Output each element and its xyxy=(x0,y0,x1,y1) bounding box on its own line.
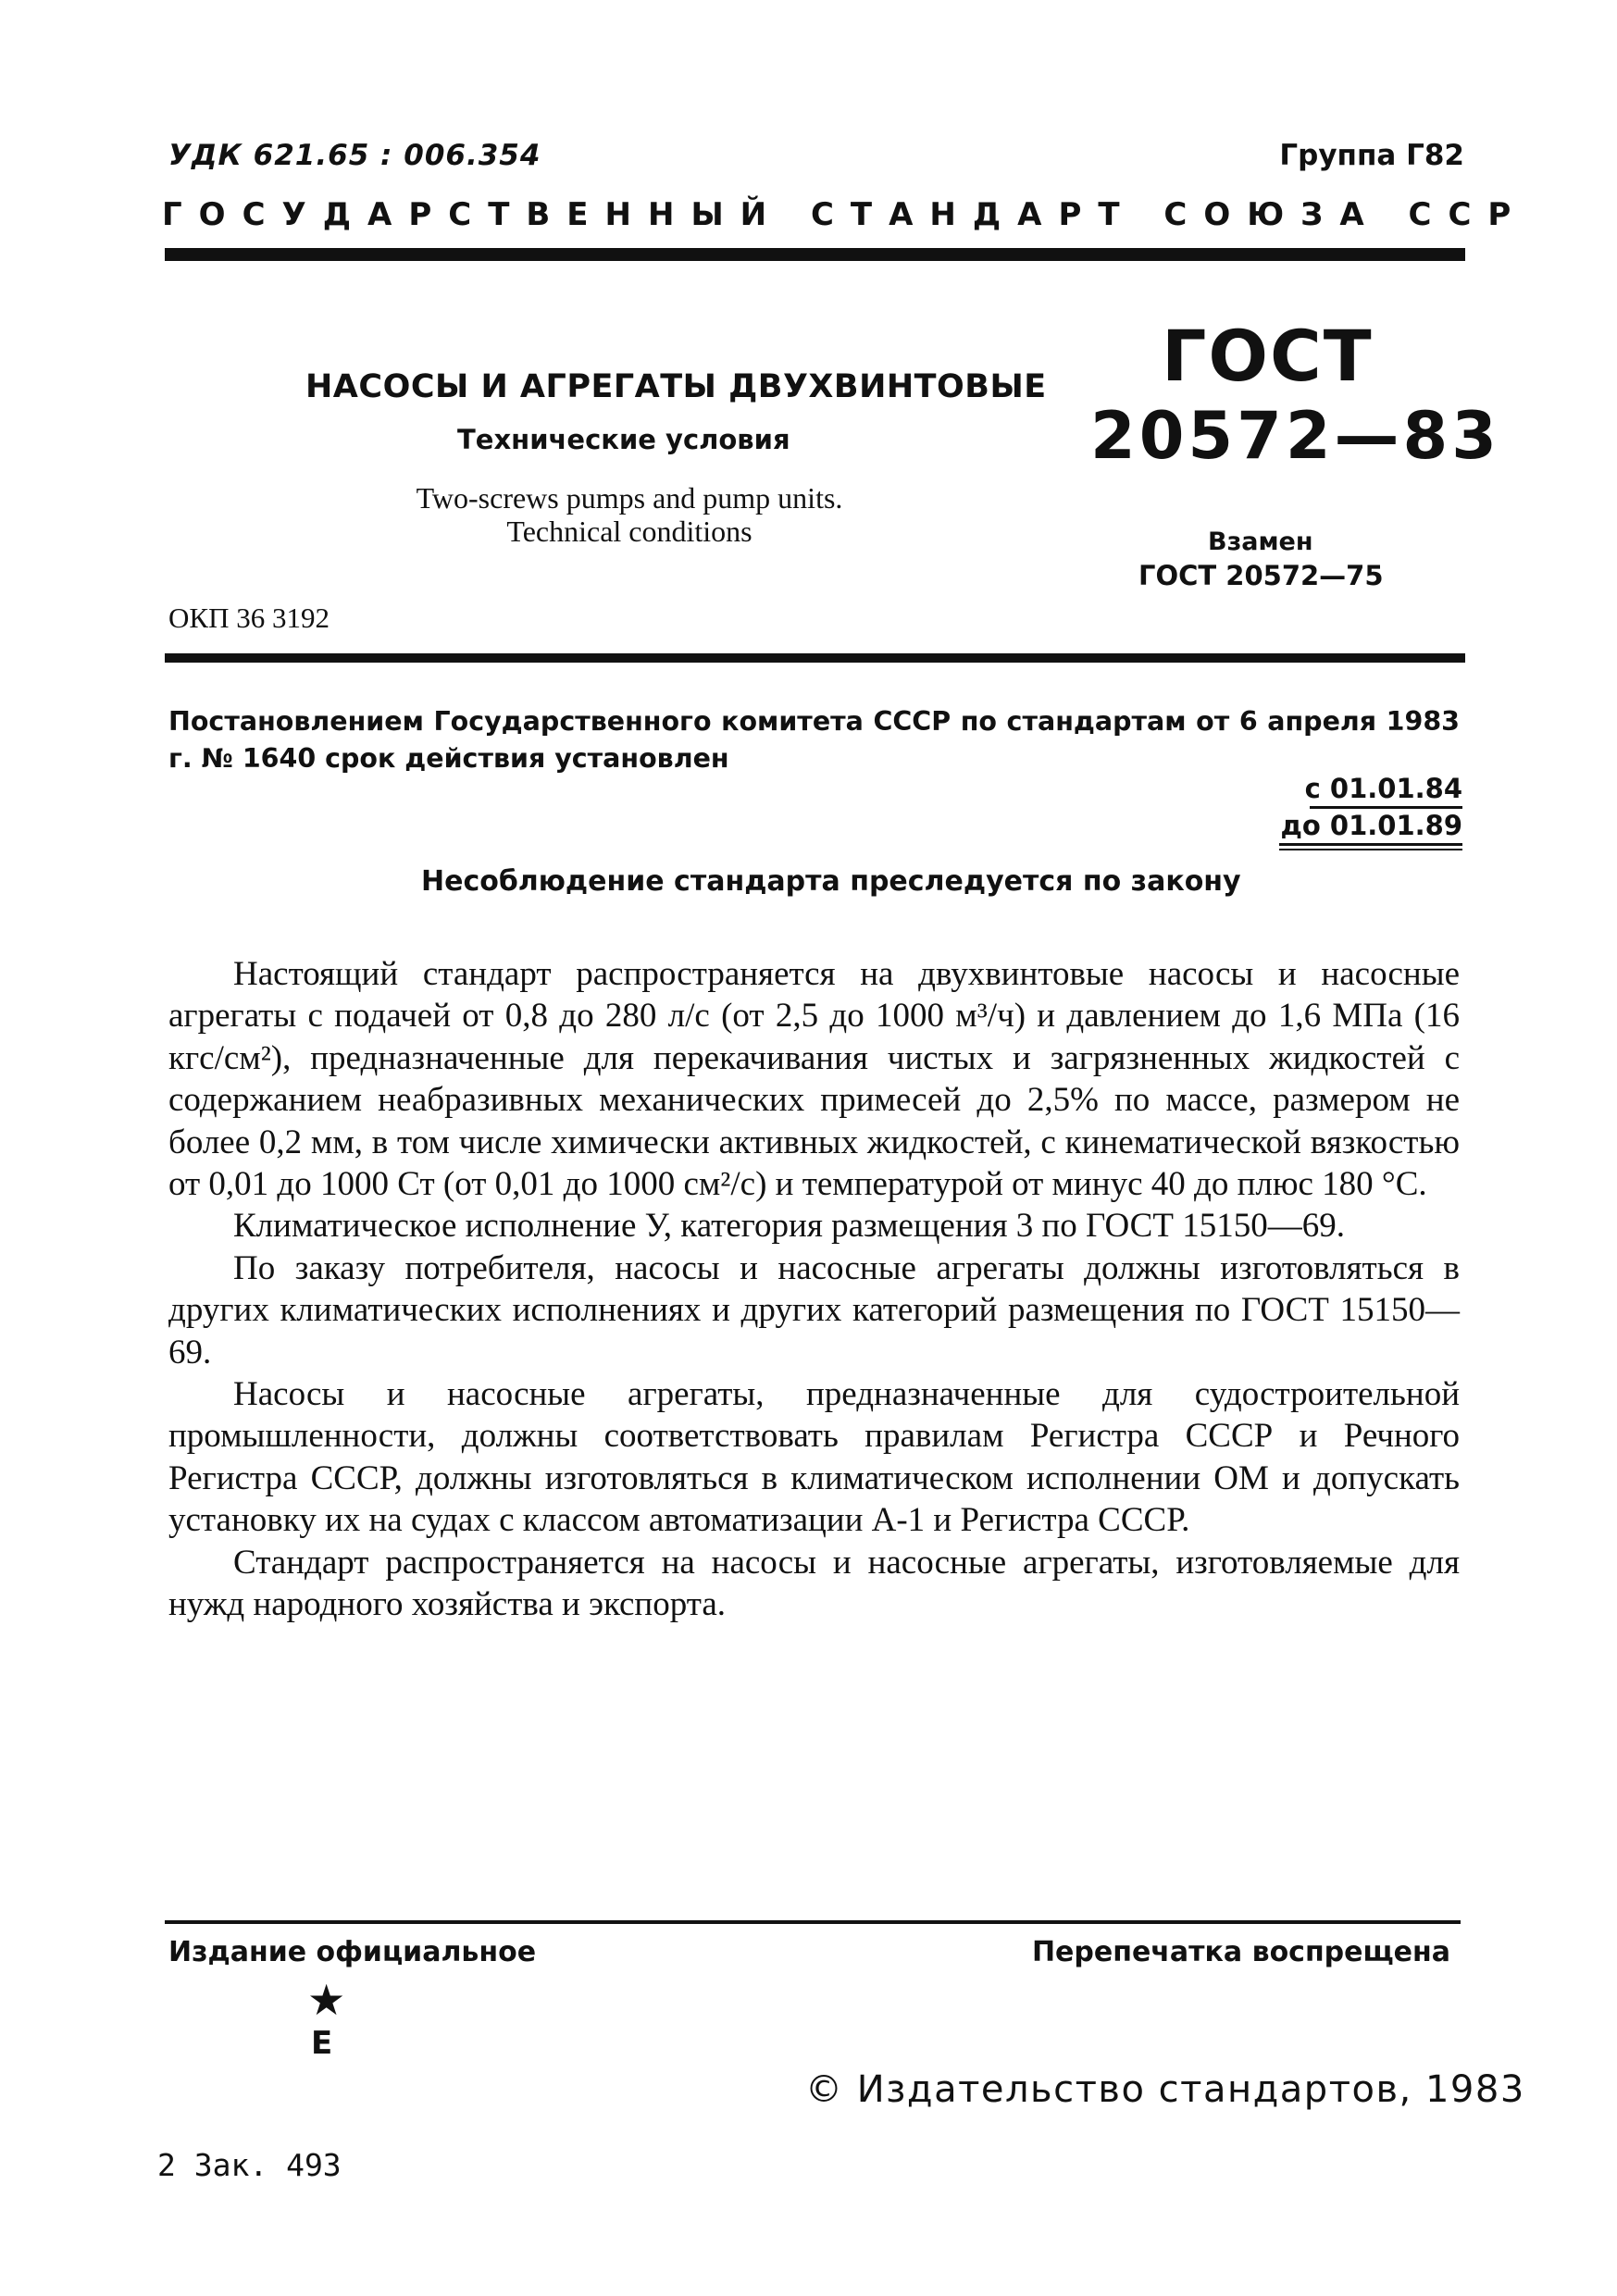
e-mark: Е xyxy=(311,2025,333,2062)
official-edition: Издание официальное xyxy=(168,1936,537,1968)
english-title-line2: Technical conditions xyxy=(506,515,753,548)
print-order-number: 2 Зак. 493 xyxy=(157,2147,342,2183)
okp-code: ОКП 36 3192 xyxy=(168,602,330,634)
valid-to-date: до 01.01.89 xyxy=(1280,810,1462,841)
valid-from-date: с 01.01.84 xyxy=(1304,773,1462,804)
valid-to-underline-2 xyxy=(1279,849,1462,850)
title-rule-thick xyxy=(165,653,1465,663)
paragraph-custom-order: По заказу потребителя, насосы и насосные агрегаты должны изготовляться в других климатических исполнениях и других категорий размещения по ГОСТ 15150—69. xyxy=(168,1248,1460,1371)
gost-number: 20572—83 xyxy=(1090,398,1500,474)
replaces-label: Взамен xyxy=(1208,527,1313,556)
decree-text: Постановлением Государственного комитета СССР по стандартам от 6 апреля 1983 г. № 1640 срок действия установлен xyxy=(168,706,1460,774)
body-text xyxy=(168,953,1460,1626)
paragraph-shipbuilding: Насосы и насосные агрегаты, предназначенные для судостроительной промышленности, должны соответствовать правилам Регистра СССР и Речного Регистра СССР, должны изготовляться в климатическом исполнении ОМ и допускать установку их на судах с классом автоматизации А-1 и Регистра СССР. xyxy=(168,1375,1460,1540)
reprint-prohibited: Перепечатка воспрещена xyxy=(1031,1936,1450,1968)
replaced-standard: ГОСТ 20572—75 xyxy=(1138,560,1384,591)
paragraph-export: Стандарт распространяется на насосы и насосные агрегаты, изготовляемые для нужд народного хозяйства и экспорта. xyxy=(168,1543,1460,1624)
star-icon: ★ xyxy=(307,1975,346,2025)
english-title xyxy=(333,481,926,548)
state-standard-heading: ГОСУДАРСТВЕННЫЙ СТАНДАРТ СОЮЗА ССР xyxy=(162,196,1528,233)
english-title-line1: Two-screws pumps and pump units. xyxy=(416,481,843,515)
footer-rule xyxy=(165,1920,1461,1924)
udk-code: УДК 621.65 : 006.354 xyxy=(168,139,541,172)
legal-notice: Несоблюдение стандарта преследуется по закону xyxy=(421,865,1241,898)
group-code: Группа Г82 xyxy=(1279,139,1464,172)
document-subtitle: Технические условия xyxy=(457,424,790,455)
paragraph-climate: Климатическое исполнение У, категория размещения 3 по ГОСТ 15150—69. xyxy=(233,1207,1345,1246)
valid-to-underline xyxy=(1279,843,1462,846)
valid-from-underline xyxy=(1310,806,1462,809)
paragraph-scope: Настоящий стандарт распространяется на двухвинтовые насосы и насосные агрегаты с подачей от 0,8 до 280 л/с (от 2,5 до 1000 м³/ч) и давлением до 1,6 МПа (16 кгс/см²), предназначенные для перекачивания чистых и загрязненных жидкостей с содержанием неабразивных механических примесей до 2,5% по массе, размером не более 0,2 мм, в том числе химически активных жидкостей, с кинематической вязкостью от 0,01 до 1000 Ст (от 0,01 до 1000 см²/с) и температурой от минус 40 до плюс 180 °С. xyxy=(168,955,1460,1204)
gost-label: ГОСТ xyxy=(1162,315,1374,397)
publisher-copyright: © Издательство стандартов, 1983 xyxy=(805,2068,1525,2111)
document-title: НАСОСЫ И АГРЕГАТЫ ДВУХВИНТОВЫЕ xyxy=(305,368,1047,405)
header-rule-thick xyxy=(165,248,1465,261)
